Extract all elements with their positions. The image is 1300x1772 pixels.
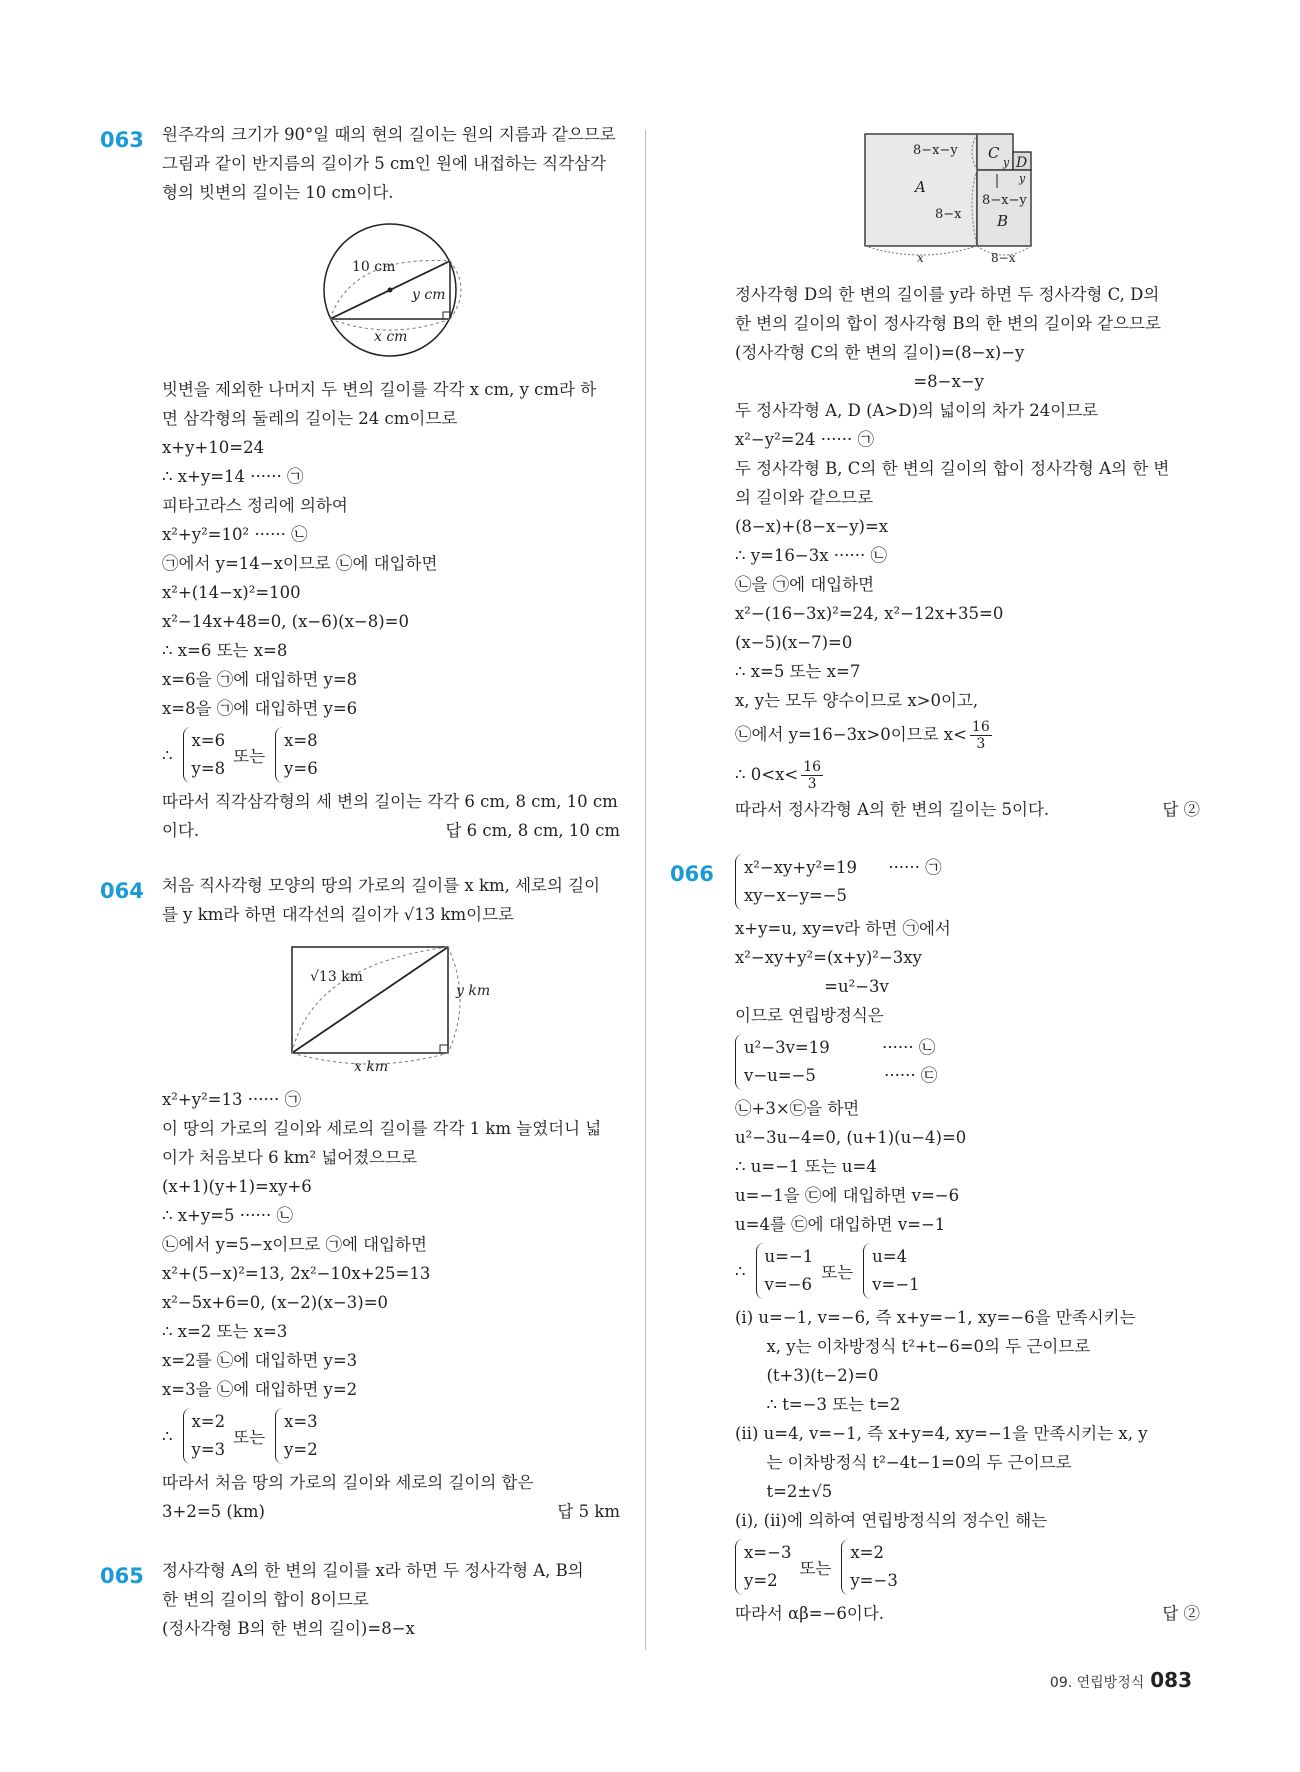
problem-064: [100, 871, 620, 1526]
text-line: 빗변을 제외한 나머지 두 변의 길이를 각각 x cm, y cm라 하: [162, 380, 597, 399]
chapter-title: 09. 연립방정식: [1049, 1675, 1145, 1691]
text-line: x²−(16−3x)²=24, x²−12x+35=0: [735, 604, 1004, 623]
fig-label-x: x cm: [374, 329, 408, 345]
text-line: 이므로 연립방정식은: [735, 1006, 884, 1025]
text-line: (x+1)(y+1)=xy+6: [162, 1177, 312, 1196]
text-line: 를 y km라 하면 대각선의 길이가 √13 km이므로: [162, 905, 514, 924]
text-line: 면 삼각형의 둘레의 길이는 24 cm이므로: [162, 409, 458, 428]
text-line: x²−5x+6=0, (x−2)(x−3)=0: [162, 1293, 389, 1312]
fig-label-t3: 8−x−y: [982, 193, 1027, 208]
text-line: ㉡에서 y=16−3x>0이므로 x< $\frac{16}{3}$: [735, 719, 990, 752]
text-line: 따라서 정사각형 A의 한 변의 길이는 5이다. 답 ②: [735, 795, 1200, 824]
problem-066: [670, 854, 1200, 1628]
text-line: (정사각형 C의 한 변의 길이)=(8−x)−y: [735, 343, 1025, 362]
text-line: x²+(14−x)²=100: [162, 583, 301, 602]
answer: 답 6 cm, 8 cm, 10 cm: [445, 821, 620, 840]
text-line: ∴ y=16−3x ······ ㉡: [735, 546, 887, 565]
text-line: x, y는 모두 양수이므로 x>0이고,: [735, 691, 979, 710]
solution-system: ∴ x=2 y=3 또는 x=3 y=2: [162, 1408, 620, 1464]
text-line: ∴ x+y=14 ······ ㉠: [162, 467, 304, 486]
text-line: (ⅰ), (ⅱ)에 의하여 연립방정식의 정수인 해는: [735, 1511, 1048, 1530]
final-solution-system: x=−3 y=2 또는 x=2 y=−3: [735, 1539, 1200, 1595]
text-line: x=3을 ㉡에 대입하면 y=2: [162, 1380, 358, 1399]
left-column: [100, 120, 620, 1643]
text-line: x²+y²=13 ······ ㉠: [162, 1090, 301, 1109]
text-line: x=2를 ㉡에 대입하면 y=3: [162, 1351, 358, 1370]
page-number: 083: [1150, 1668, 1192, 1692]
text-line: u²−3u−4=0, (u+1)(u−4)=0: [735, 1128, 967, 1147]
right-column: [670, 130, 1200, 1628]
text-line: 정사각형 D의 한 변의 길이를 y라 하면 두 정사각형 C, D의: [735, 285, 1160, 304]
text-line: 는 이차방정식 t²−4t−1=0의 두 근이므로: [735, 1453, 1072, 1472]
text-line: ∴ t=−3 또는 t=2: [735, 1395, 901, 1414]
squares-figure: [735, 130, 1195, 270]
text-line: ㉠에서 y=14−x이므로 ㉡에 대입하면: [162, 554, 438, 573]
text-line: 따라서 처음 땅의 가로의 길이와 세로의 길이의 합은: [162, 1473, 534, 1492]
text-line: (정사각형 B의 한 변의 길이)=8−x: [162, 1619, 415, 1638]
text-line: ∴ 0<x< $\frac{16}{3}$: [735, 759, 822, 792]
problem-number: 066: [670, 862, 714, 886]
text-line: t=2±√5: [735, 1482, 833, 1501]
text-line: 따라서 직각삼각형의 세 변의 길이는 각각 6 cm, 8 cm, 10 cm: [162, 792, 618, 811]
problem-number: 063: [100, 128, 144, 152]
text-line: ∴ x=6 또는 x=8: [162, 641, 288, 660]
problem-number: 065: [100, 1564, 144, 1588]
fig-label-A: A: [915, 178, 926, 196]
text-line: 그림과 같이 반지름의 길이가 5 cm인 원에 내접하는 직각삼각: [162, 154, 606, 173]
fig-label-y: y cm: [412, 287, 446, 303]
solution-system: ∴ x=6 y=8 또는 x=8 y=6: [162, 727, 620, 783]
text-line: ∴ x+y=5 ······ ㉡: [162, 1206, 293, 1225]
text-line: (ⅰ) u=−1, v=−6, 즉 x+y=−1, xy=−6을 만족시키는: [735, 1308, 1136, 1327]
text-line: 정사각형 A의 한 변의 길이를 x라 하면 두 정사각형 A, B의: [162, 1561, 584, 1580]
text-line: x=8을 ㉠에 대입하면 y=6: [162, 699, 358, 718]
text-line: x²−xy+y²=(x+y)²−3xy: [735, 948, 922, 967]
fig-label-y2: y: [1019, 172, 1026, 185]
text-line: x²+y²=10² ······ ㉡: [162, 525, 308, 544]
fig-label-bx: x: [917, 251, 924, 265]
text-line: 원주각의 크기가 90°일 때의 현의 길이는 원의 지름과 같으므로: [162, 125, 616, 144]
rectangle-figure: [162, 935, 622, 1075]
fig-label-B: B: [997, 212, 1009, 230]
text-line: ∴ x=5 또는 x=7: [735, 662, 861, 681]
text-line: ㉡을 ㉠에 대입하면: [735, 575, 875, 594]
fig-label-b8: 8−x: [991, 251, 1016, 265]
text-line: ∴ u=−1 또는 u=4: [735, 1157, 877, 1176]
fig-label-diag: √13 km: [310, 969, 363, 985]
text-line: u=−1을 ㉢에 대입하면 v=−6: [735, 1186, 960, 1205]
text-line: x²−y²=24 ······ ㉠: [735, 430, 874, 449]
text-line: 한 변의 길이의 합이 8이므로: [162, 1590, 369, 1609]
text-line: ∴ x=2 또는 x=3: [162, 1322, 288, 1341]
answer: 답 ②: [1162, 800, 1200, 819]
text-line: x+y=u, xy=v라 하면 ㉠에서: [735, 919, 951, 938]
text-line: 이가 처음보다 6 km² 넓어졌으므로: [162, 1148, 418, 1167]
given-system: x²−xy+y²=19 ······ ㉠ xy−x−y=−5: [735, 854, 1200, 910]
text-line: x²+(5−x)²=13, 2x²−10x+25=13: [162, 1264, 431, 1283]
text-line: 두 정사각형 B, C의 한 변의 길이의 합이 정사각형 A의 한 변: [735, 459, 1170, 478]
fig-label-y1: y: [1003, 156, 1010, 169]
fig-label-hyp: 10 cm: [352, 259, 396, 275]
text-line: x=6을 ㉠에 대입하면 y=8: [162, 670, 358, 689]
text-line: 의 길이와 같으므로: [735, 488, 874, 507]
text-line: (ⅱ) u=4, v=−1, 즉 x+y=4, xy=−1을 만족시키는 x, y: [735, 1424, 1148, 1443]
text-line: 형의 빗변의 길이는 10 cm이다.: [162, 183, 394, 202]
text-line: (x−5)(x−7)=0: [735, 633, 853, 652]
text-line: 처음 직사각형 모양의 땅의 가로의 길이를 x km, 세로의 길이: [162, 876, 601, 895]
fig-label-y: y km: [456, 983, 491, 999]
text-line: 이다. 답 6 cm, 8 cm, 10 cm: [162, 816, 620, 845]
uv-solution-system: ∴ u=−1 v=−6 또는 u=4 v=−1: [735, 1243, 1200, 1299]
fig-label-C: C: [988, 144, 1000, 162]
text-line: 한 변의 길이의 합이 정사각형 B의 한 변의 길이와 같으므로: [735, 314, 1161, 333]
problem-065-continued: [690, 130, 1200, 824]
text-line: 3+2=5 (km) 답 5 km: [162, 1497, 620, 1526]
text-line: 따라서 αβ=−6이다. 답 ②: [735, 1599, 1200, 1628]
text-line: 두 정사각형 A, D (A>D)의 넓이의 차가 24이므로: [735, 401, 1099, 420]
column-divider: [645, 130, 646, 1650]
problem-065: [100, 1556, 620, 1643]
text-line: =8−x−y: [735, 372, 984, 391]
text-line: x, y는 이차방정식 t²+t−6=0의 두 근이므로: [735, 1337, 1091, 1356]
text-line: x²−14x+48=0, (x−6)(x−8)=0: [162, 612, 410, 631]
circle-triangle-figure: [162, 215, 622, 365]
text-line: (8−x)+(8−x−y)=x: [735, 517, 889, 536]
problem-number: 064: [100, 879, 144, 903]
answer: 답 5 km: [557, 1502, 620, 1521]
text-line: (t+3)(t−2)=0: [735, 1366, 879, 1385]
text-line: ㉡에서 y=5−x이므로 ㉠에 대입하면: [162, 1235, 427, 1254]
answer: 답 ②: [1162, 1604, 1200, 1623]
text-line: 이 땅의 가로의 길이와 세로의 길이를 각각 1 km 늘였더니 넓: [162, 1119, 602, 1138]
fig-label-x: x km: [354, 1059, 389, 1075]
text-line: ㉡+3×㉢을 하면: [735, 1099, 860, 1118]
text-line: =u²−3v: [735, 977, 889, 996]
fig-label-D: D: [1016, 155, 1028, 171]
fig-label-t2: 8−x: [935, 207, 962, 222]
text-line: 피타고라스 정리에 의하여: [162, 496, 348, 515]
text-line: u=4를 ㉢에 대입하면 v=−1: [735, 1215, 946, 1234]
page-footer: [1050, 1668, 1192, 1692]
fig-label-t1: 8−x−y: [913, 143, 958, 158]
uv-system: u²−3v=19 ······ ㉡ v−u=−5 ······ ㉢: [735, 1034, 1200, 1090]
text-line: x+y+10=24: [162, 438, 265, 457]
problem-063: [100, 120, 620, 845]
